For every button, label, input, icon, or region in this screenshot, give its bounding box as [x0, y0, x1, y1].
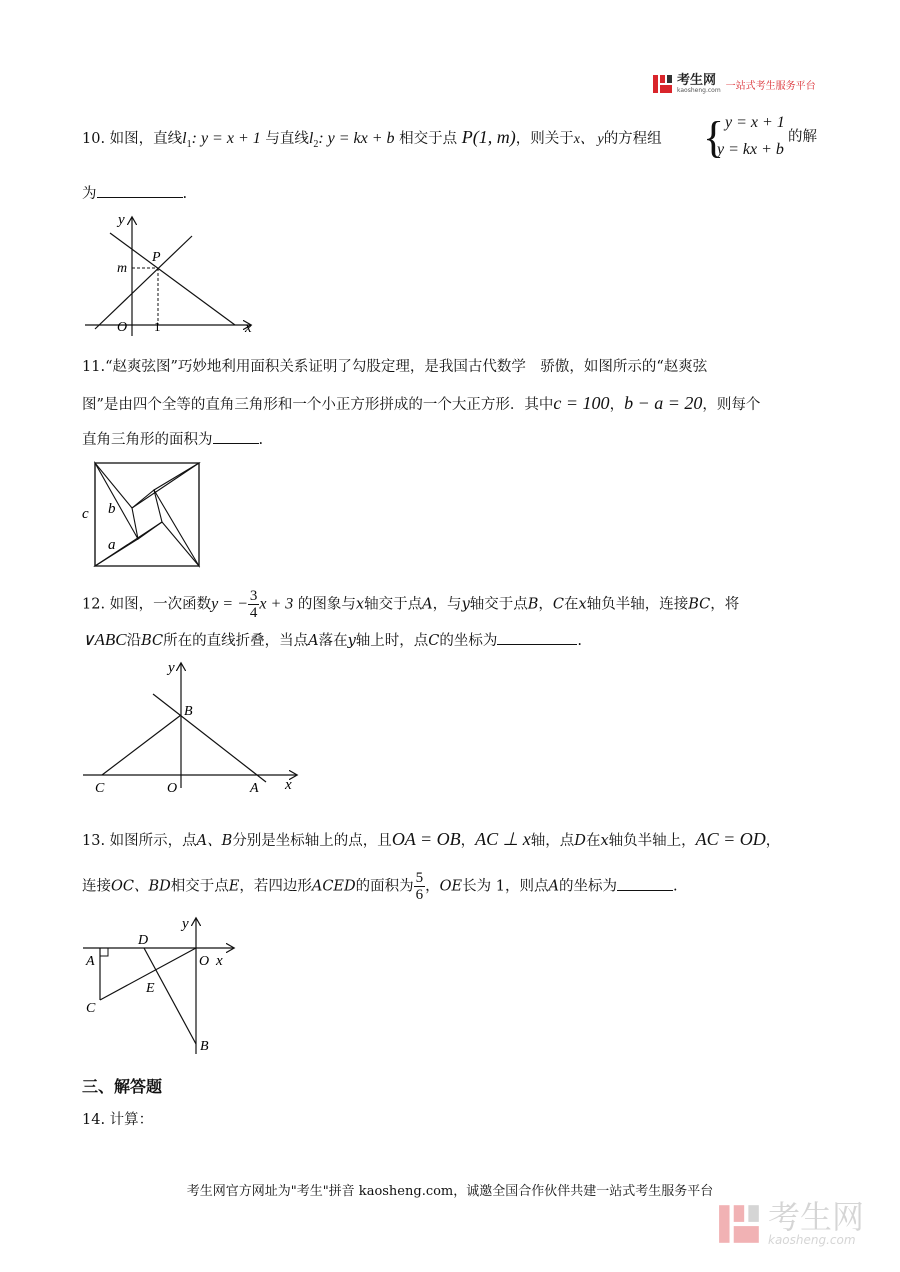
q13-E: E [228, 878, 240, 895]
q11-text1: “赵爽弦图”巧妙地利用面积关系证明了勾股定理，是我国古代数学 骄傲，如图所示的“赵爽弦 [105, 359, 708, 375]
q13-label-c: C [86, 1001, 96, 1016]
q10-eq2: : y = kx + b [318, 130, 395, 147]
q13-x: x [600, 833, 609, 849]
q10-figure [80, 208, 260, 338]
q13-D: D [574, 833, 586, 849]
q10-brace: { [703, 113, 725, 162]
q12-text4: ，与 [432, 596, 462, 613]
q11-label-a: a [108, 537, 116, 553]
q12-answer-blank[interactable] [497, 630, 577, 645]
q11-line1 [82, 357, 707, 377]
q10-text3: 相交于点 [399, 131, 458, 147]
q10-text2: 与直线 [265, 131, 309, 147]
q11-line3 [82, 429, 263, 450]
q13-label-x: x [216, 953, 223, 969]
logo-icon [652, 74, 674, 94]
q12-fraction [248, 588, 260, 621]
logo-cn: 考生网 [677, 73, 717, 88]
q12-y: y [461, 596, 470, 613]
q11-label-b: b [108, 501, 116, 517]
q10-l1 [182, 130, 192, 151]
q11-triangle-4 [95, 463, 138, 566]
q12-text13: 轴上时，点 [355, 633, 429, 649]
q12-BC: BC [688, 596, 711, 613]
q10-line2 [82, 183, 187, 204]
q13-A: A [548, 878, 559, 895]
q13-number: 13. [82, 833, 106, 849]
q12-x2: x [578, 596, 587, 613]
q12-figure [78, 658, 303, 798]
q12-A: A [422, 596, 433, 613]
q13-text6: 轴负半轴上， [608, 833, 696, 849]
q13-frac-den: 6 [415, 887, 424, 903]
q13-OC-BD: OC、BD [111, 878, 171, 895]
q12-line2 [82, 630, 582, 651]
q12-text5: 轴交于点 [469, 596, 528, 613]
q12-fn-right: x + 3 [259, 595, 294, 613]
q11-ba-eq: b − a = 20 [624, 393, 703, 413]
watermark-text [768, 1200, 864, 1247]
q13-label-a: A [86, 954, 95, 969]
q13-fraction [414, 870, 426, 903]
q14-line [82, 1110, 153, 1130]
watermark [717, 1200, 864, 1247]
q10-answer-blank[interactable] [97, 183, 183, 198]
q11-figure [80, 458, 210, 570]
q12-text2: 的图象与 [297, 596, 356, 613]
q12-text7: 在 [564, 596, 579, 613]
q12-label-x: x [285, 777, 292, 793]
q12-label-b: B [184, 704, 193, 719]
q13-frac-num: 5 [415, 870, 424, 886]
q12-text14: 的坐标为 [439, 633, 498, 649]
q10-point: P(1, m) [461, 127, 516, 147]
q13-OE: OE [439, 878, 463, 895]
q10-end: . [182, 186, 188, 202]
q10-label-y: y [118, 212, 125, 228]
q10-label-one: 1 [154, 319, 161, 334]
q11-comma: ， [609, 397, 625, 413]
q13-line2 [82, 870, 678, 903]
q12-label-a: A [250, 781, 259, 796]
q12-label-c: C [95, 781, 105, 796]
q12-C: C [552, 596, 565, 613]
watermark-en: kaosheng.com [768, 1233, 856, 1247]
q12-text8: 轴负半轴，连接 [586, 596, 689, 613]
q12-B: B [527, 596, 539, 613]
q12-text10: 沿 [126, 633, 142, 649]
q13-line1 [82, 829, 780, 851]
q12-x: x [355, 596, 365, 613]
q12-label-y: y [168, 660, 175, 676]
watermark-cn: 考生网 [768, 1198, 865, 1236]
q11-c-eq: c = 100 [553, 393, 610, 413]
q10-l2-sub: 2 [313, 139, 319, 151]
q13-label-d: D [138, 933, 149, 948]
logo-text [677, 74, 721, 94]
q13-text5: 在 [585, 833, 601, 849]
q13-end: . [672, 878, 678, 895]
q10-text5: 的方程组 [603, 131, 662, 147]
q13-text2: 分别是坐标轴上的点，且 [232, 833, 392, 849]
q11-answer-blank[interactable] [213, 429, 259, 444]
q10-text6: 的解 [788, 129, 817, 145]
header-logo [652, 74, 816, 94]
q12-triangle: ∨ABC [82, 630, 127, 649]
q12-text1: 如图，一次函数 [109, 596, 212, 613]
q13-AB: A、B [196, 833, 233, 849]
q13-right-angle-mark [100, 948, 108, 956]
q12-fn-left: y = − [211, 595, 248, 613]
q13-text4: 轴，点 [530, 833, 575, 849]
q12-text12: 落在 [318, 633, 348, 649]
q10-l1-sub: 1 [186, 139, 192, 151]
q11-end: . [258, 432, 264, 448]
q11-label-c: c [82, 506, 89, 522]
q10-number: 10. [82, 131, 106, 147]
q10-line-l2 [110, 233, 235, 325]
q13-ACED: ACED [311, 878, 356, 895]
q12-y2: y [347, 633, 356, 649]
q14-text: 计算： [109, 1112, 154, 1128]
q13-figure [78, 914, 243, 1060]
q12-text3: 轴交于点 [364, 596, 423, 613]
q12-C2: C [428, 633, 440, 649]
q13-text7: ， [765, 833, 781, 849]
q12-number: 12. [82, 596, 106, 613]
q12-text11: 所在的直线折叠，当点 [163, 633, 309, 649]
section-3-title: 三、解答题 [82, 1077, 163, 1096]
q10-vars: x、 y [573, 132, 604, 147]
q13-label-o: O [199, 954, 210, 969]
q13-eq3: AC = OD [695, 829, 766, 849]
q11-text4: 直角三角形的面积为 [82, 432, 213, 448]
q10-label-x: x [245, 320, 252, 336]
q11-text3: ，则每个 [702, 397, 761, 413]
q12-segment-bc [102, 715, 181, 775]
q13-answer-blank[interactable] [617, 876, 673, 891]
q10-l2-letter: l [308, 130, 314, 147]
q12-frac-num: 3 [249, 588, 258, 604]
q13-text10: ，若四边形 [239, 878, 312, 895]
q13-text12: ， [425, 878, 440, 895]
q10-label-p: P [152, 250, 161, 265]
q10-label-m: m [117, 261, 128, 276]
q13-text9: 相交于点 [170, 878, 229, 895]
q10-eq1: : y = x + 1 [191, 130, 261, 147]
q13-label-b: B [200, 1039, 209, 1054]
q11-number: 11. [82, 359, 106, 375]
q13-text1: 如图所示，点 [109, 833, 197, 849]
q13-text8: 连接 [82, 878, 111, 895]
q12-BC2: BC [141, 633, 164, 649]
q12-line1 [82, 588, 739, 621]
q13-text14: 的坐标为 [558, 878, 617, 895]
q10-l1-letter: l [182, 130, 187, 147]
q14-number: 14. [82, 1112, 106, 1128]
q10-line1 [82, 127, 662, 155]
q12-label-o: O [167, 781, 178, 796]
q10-text7: 为 [82, 186, 97, 202]
q13-text3: ， [460, 833, 476, 849]
q12-text9: ，将 [710, 596, 740, 613]
q11-line2 [82, 393, 760, 415]
q12-end: . [577, 633, 582, 649]
q13-label-e: E [146, 981, 155, 996]
q10-system-eq1: y = x + 1 [725, 114, 785, 131]
q10-text: 如图，直线 [109, 131, 183, 147]
q12-A2: A [308, 633, 319, 649]
q10-l2 [308, 130, 319, 151]
q10-label-o: O [117, 320, 128, 335]
q12-frac-den: 4 [249, 605, 258, 621]
footer-text: 考生网官方网址为"考生"拼音 kaosheng.com，诚邀全国合作伙伴共建一站式考生服务平台 [186, 1184, 714, 1199]
header-slogan: 一站式考生服务平台 [725, 80, 816, 92]
q13-eq2: AC ⊥ x [475, 829, 531, 849]
q13-text11: 的面积为 [355, 878, 414, 895]
q12-line-ab [153, 694, 266, 782]
q10-text4: ，则关于 [515, 131, 574, 147]
q13-eq1: OA = OB [391, 829, 461, 849]
watermark-logo-icon [717, 1201, 763, 1247]
q10-system-eq2: y = kx + b [717, 141, 784, 158]
q13-label-y: y [182, 916, 189, 932]
q11-text2: 图”是由四个全等的直角三角形和一个小正方形拼成的一个大正方形．其中 [82, 397, 554, 413]
q13-text13: 长为 1，则点 [462, 878, 549, 895]
logo-en: kaosheng.com [677, 87, 721, 94]
q12-text6: ， [538, 596, 553, 613]
